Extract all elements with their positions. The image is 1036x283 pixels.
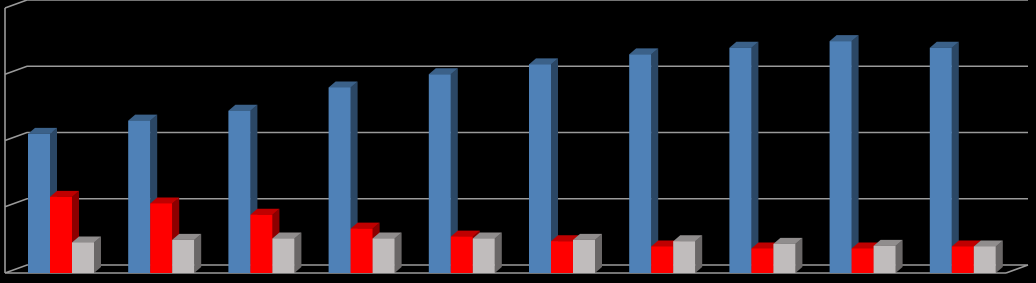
bar-side [595,234,602,273]
bar-side [751,42,758,273]
bar-front [773,244,795,273]
bar-side [852,35,859,273]
bar-series [28,35,1003,273]
bar-front [28,134,50,273]
bar [930,42,959,273]
bar-front [852,248,874,273]
bar-front [72,243,94,273]
bar-front [451,237,473,273]
bar [673,235,702,273]
bar-side [695,235,702,273]
bar-front [272,239,294,273]
bar-side [495,233,502,273]
bar-front [874,246,896,273]
bar [172,234,201,273]
bar-front [429,74,451,273]
gridline [5,66,1028,74]
bar-front [751,248,773,273]
bar-front [930,48,952,273]
bar-front [673,241,695,273]
axis-floor-edge [1006,265,1028,273]
bar [874,240,903,273]
bar-side [395,233,402,273]
bar-front [329,88,351,274]
bar-front [952,247,974,274]
bar-front [250,215,272,273]
bar-front [473,239,495,273]
gridline [5,0,1028,8]
bar-front [974,247,996,274]
bar-side [194,234,201,273]
bar-front [373,239,395,273]
bar [573,234,602,273]
bar-side [94,237,101,273]
gridline [5,133,1028,141]
bar-side [294,233,301,273]
bar-front [573,240,595,273]
bar [830,35,859,273]
bar-front [128,121,150,273]
bar-front [529,64,551,273]
bar [473,233,502,273]
bar-front [651,247,673,274]
bar-front [729,48,751,273]
bar [272,233,301,273]
bar-side [651,48,658,273]
bar-front [172,240,194,273]
bar-front [551,241,573,273]
bar-side [952,42,959,273]
bar-front [228,111,250,273]
bar [72,237,101,273]
bar [629,48,658,273]
bar-front [351,229,373,273]
bar-front [150,203,172,273]
bar [373,233,402,273]
bar [974,241,1003,274]
bar-side [795,238,802,273]
bar [773,238,802,273]
bar [729,42,758,273]
bar-front [50,197,72,273]
bar-front [629,54,651,273]
bar-front [830,41,852,273]
